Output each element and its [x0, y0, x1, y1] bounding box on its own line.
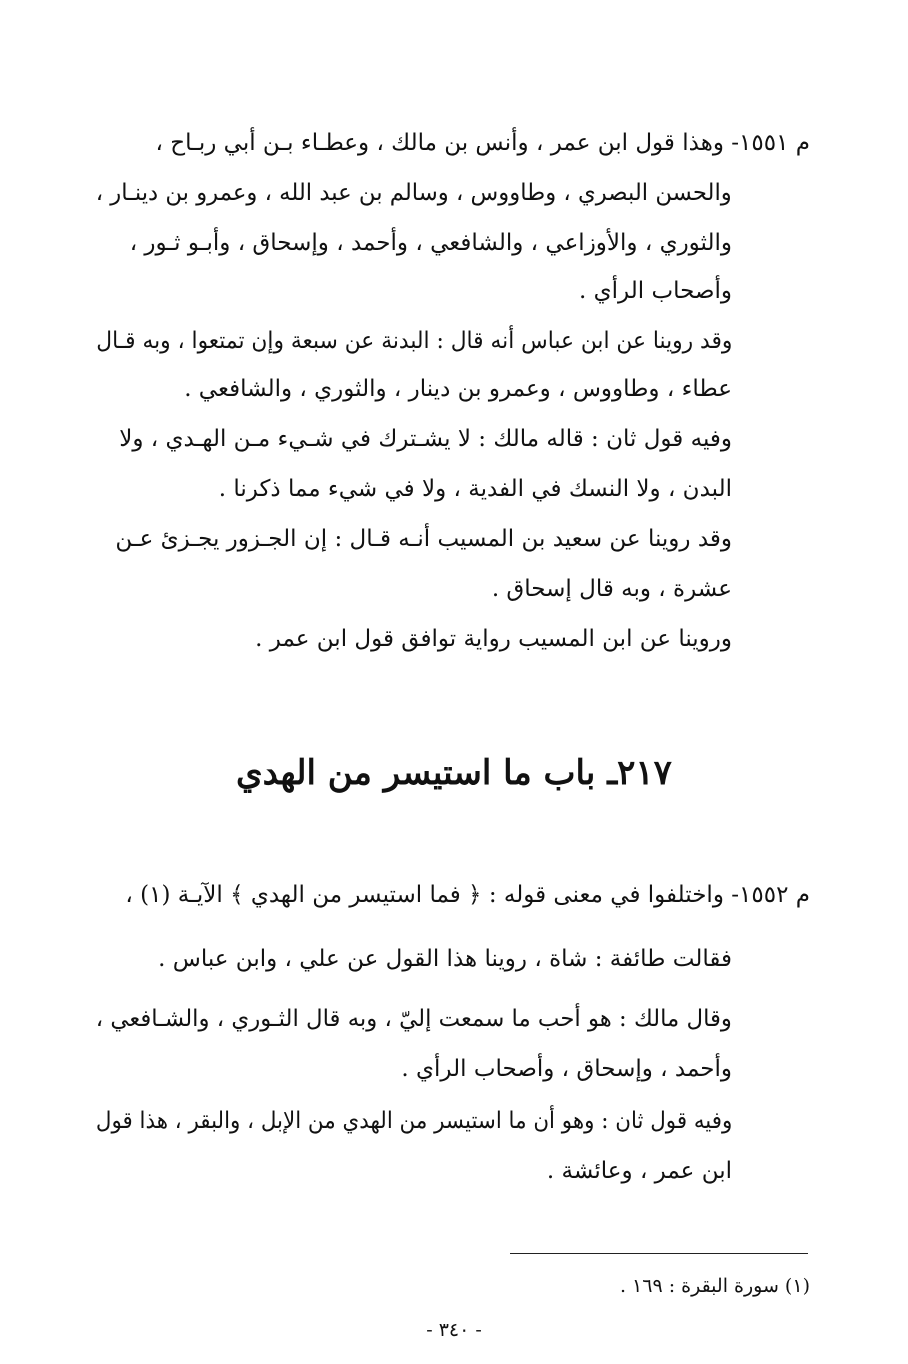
chapter-heading: ٢١٧ـ باب ما استيسر من الهدي	[236, 753, 672, 793]
text-line: عشرة ، وبه قال إسحاق .	[491, 576, 732, 602]
text-line: والثوري ، والأوزاعي ، والشافعي ، وأحمد ، وإسحاق ، وأبـو ثـور ،	[129, 230, 732, 256]
text-line: وروينا عن ابن المسيب رواية توافق قول ابن عمر .	[255, 626, 732, 652]
text-line: ابن عمر ، وعائشة .	[546, 1158, 732, 1184]
text-line: وقال مالك : هو أحب ما سمعت إليّ ، وبه قال الثـوري ، والشـافعي ،	[95, 1006, 732, 1032]
footnote: (١) سورة البقرة : ١٦٩ .	[619, 1275, 810, 1297]
page-number: - ٣٤٠ -	[426, 1319, 482, 1341]
text-line: البدن ، ولا النسك في الفدية ، ولا في شيء مما ذكرنا .	[218, 476, 732, 502]
text-line: م ١٥٥١- وهذا قول ابن عمر ، وأنس بن مالك ، وعطـاء بـن أبي ربـاح ،	[155, 130, 810, 156]
text-line: وأصحاب الرأي .	[579, 278, 732, 304]
text-line: فقالت طائفة : شاة ، روينا هذا القول عن علي ، وابن عباس .	[158, 946, 732, 972]
text-line: والحسن البصري ، وطاووس ، وسالم بن عبد الله ، وعمرو بن دينـار ،	[95, 180, 732, 206]
text-line: عطاء ، وطاووس ، وعمرو بن دينار ، والثوري ، والشافعي .	[184, 376, 732, 402]
text-line: وقد روينا عن سعيد بن المسيب أنـه قـال : إن الجـزور يجـزئ عـن	[115, 526, 732, 552]
footnote-divider	[510, 1253, 808, 1254]
text-line: وأحمد ، وإسحاق ، وأصحاب الرأي .	[401, 1056, 732, 1082]
text-line: م ١٥٥٢- واختلفوا في معنى قوله : ﴿ فما استيسر من الهدي ﴾ الآيـة (١) ،	[125, 882, 810, 908]
text-line: وقد روينا عن ابن عباس أنه قال : البدنة عن سبعة وإن تمتعوا ، وبه قـال	[95, 328, 732, 354]
text-line: وفيه قول ثان : وهو أن ما استيسر من الهدي من الإبل ، والبقر ، هذا قول	[95, 1108, 732, 1134]
text-line: وفيه قول ثان : قاله مالك : لا يشـترك في شـيء مـن الهـدي ، ولا	[119, 426, 732, 452]
